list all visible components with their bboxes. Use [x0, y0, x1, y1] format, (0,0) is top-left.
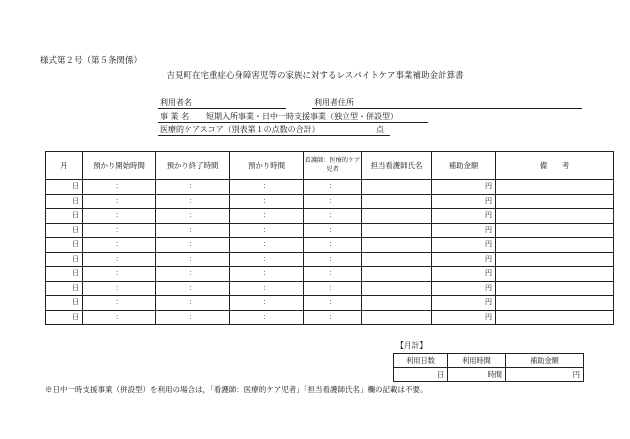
user-name-underline: [158, 108, 286, 109]
remarks-cell[interactable]: [496, 310, 614, 325]
header-month: 月: [46, 152, 83, 180]
duration-cell[interactable]: ：: [230, 209, 304, 224]
subsidy-cell[interactable]: 円: [432, 238, 496, 253]
summary-hours-cell[interactable]: 時間: [448, 368, 506, 382]
business-underline: [158, 122, 428, 123]
day-cell[interactable]: 日: [46, 194, 83, 209]
subsidy-cell[interactable]: 円: [432, 252, 496, 267]
end-time-cell[interactable]: ：: [156, 296, 230, 311]
day-cell[interactable]: 日: [46, 252, 83, 267]
nurse-care-cell[interactable]: ：: [304, 194, 362, 209]
end-time-cell[interactable]: ：: [156, 194, 230, 209]
nurse-care-cell[interactable]: ：: [304, 252, 362, 267]
summary-header-days: 利用日数: [394, 354, 448, 368]
table-row: [46, 223, 614, 238]
duration-cell[interactable]: ：: [230, 252, 304, 267]
start-time-cell[interactable]: ：: [83, 194, 156, 209]
footnote: ※日中一時支援事業（併設型）を利用の場合は，「看護師：医療的ケア児者」「担当看護師氏名」欄の記載は不要。: [45, 385, 428, 394]
remarks-cell[interactable]: [496, 223, 614, 238]
remarks-cell[interactable]: [496, 281, 614, 296]
table-row: [46, 281, 614, 296]
table-row: [46, 310, 614, 325]
user-name-label: 利用者名: [160, 98, 192, 107]
start-time-cell[interactable]: ：: [83, 223, 156, 238]
nurse-name-cell[interactable]: [362, 296, 432, 311]
summary-header-subsidy: 補助金額: [506, 354, 584, 368]
nurse-name-cell[interactable]: [362, 252, 432, 267]
duration-cell[interactable]: ：: [230, 296, 304, 311]
start-time-cell[interactable]: ：: [83, 252, 156, 267]
care-score-unit: 点: [376, 125, 384, 134]
subsidy-cell[interactable]: 円: [432, 209, 496, 224]
start-time-cell[interactable]: ：: [83, 238, 156, 253]
day-cell[interactable]: 日: [46, 180, 83, 195]
day-cell[interactable]: 日: [46, 310, 83, 325]
table-row: [46, 267, 614, 282]
nurse-care-cell[interactable]: ：: [304, 267, 362, 282]
header-duration: 預かり時間: [230, 152, 304, 180]
end-time-cell[interactable]: ：: [156, 209, 230, 224]
duration-cell[interactable]: ：: [230, 310, 304, 325]
remarks-cell[interactable]: [496, 238, 614, 253]
duration-cell[interactable]: ：: [230, 238, 304, 253]
header-nurse-name: 担当看護師氏名: [362, 152, 432, 180]
remarks-cell[interactable]: [496, 180, 614, 195]
document-title: 吉見町在宅重症心身障害児等の家族に対するレスパイトケア事業補助金計算書: [166, 71, 464, 81]
summary-header-hours: 利用時間: [448, 354, 506, 368]
nurse-care-cell[interactable]: ：: [304, 296, 362, 311]
start-time-cell[interactable]: ：: [83, 310, 156, 325]
nurse-name-cell[interactable]: [362, 223, 432, 238]
monthly-total-label: 【月計】: [396, 341, 428, 350]
end-time-cell[interactable]: ：: [156, 223, 230, 238]
remarks-cell[interactable]: [496, 252, 614, 267]
remarks-cell[interactable]: [496, 194, 614, 209]
end-time-cell[interactable]: ：: [156, 180, 230, 195]
header-start-time: 預かり開始時間: [83, 152, 156, 180]
user-address-underline: [312, 108, 582, 109]
remarks-cell[interactable]: [496, 209, 614, 224]
start-time-cell[interactable]: ：: [83, 209, 156, 224]
table-row: [46, 252, 614, 267]
start-time-cell[interactable]: ：: [83, 180, 156, 195]
nurse-name-cell[interactable]: [362, 209, 432, 224]
usage-table: [45, 151, 614, 325]
summary-header-row: [394, 354, 584, 368]
nurse-name-cell[interactable]: [362, 180, 432, 195]
day-cell[interactable]: 日: [46, 238, 83, 253]
form-number: 様式第２号（第５条関係）: [40, 56, 143, 66]
nurse-name-cell[interactable]: [362, 238, 432, 253]
nurse-name-cell[interactable]: [362, 267, 432, 282]
table-row: [46, 180, 614, 195]
nurse-care-cell[interactable]: ：: [304, 310, 362, 325]
end-time-cell[interactable]: ：: [156, 310, 230, 325]
nurse-name-cell[interactable]: [362, 310, 432, 325]
subsidy-cell[interactable]: 円: [432, 296, 496, 311]
start-time-cell[interactable]: ：: [83, 281, 156, 296]
summary-days-cell[interactable]: 日: [394, 368, 448, 382]
table-header-row: [46, 152, 614, 180]
duration-cell[interactable]: ：: [230, 267, 304, 282]
remarks-cell[interactable]: [496, 267, 614, 282]
header-subsidy: 補助金額: [432, 152, 496, 180]
subsidy-cell[interactable]: 円: [432, 223, 496, 238]
table-row: [46, 238, 614, 253]
subsidy-cell[interactable]: 円: [432, 310, 496, 325]
subsidy-cell[interactable]: 円: [432, 180, 496, 195]
duration-cell[interactable]: ：: [230, 180, 304, 195]
header-nurse-care: 看護師：医療的ケア児者: [304, 152, 362, 180]
header-end-time: 預かり終了時間: [156, 152, 230, 180]
user-address-label: 利用者住所: [314, 98, 354, 107]
nurse-care-cell[interactable]: ：: [304, 281, 362, 296]
table-row: [46, 296, 614, 311]
business-value: 短期入所事業・日中一時支援事業（独立型・併設型）: [206, 112, 398, 121]
day-cell[interactable]: 日: [46, 281, 83, 296]
care-score-underline: [158, 135, 390, 136]
nurse-care-cell[interactable]: ：: [304, 180, 362, 195]
care-score-label: 医療的ケアスコア（別表第１の点数の合計）: [160, 125, 320, 134]
monthly-total-table: [393, 353, 584, 382]
end-time-cell[interactable]: ：: [156, 238, 230, 253]
nurse-care-cell[interactable]: ：: [304, 238, 362, 253]
duration-cell[interactable]: ：: [230, 281, 304, 296]
start-time-cell[interactable]: ：: [83, 267, 156, 282]
day-cell[interactable]: 日: [46, 296, 83, 311]
subsidy-cell[interactable]: 円: [432, 267, 496, 282]
start-time-cell[interactable]: ：: [83, 296, 156, 311]
nurse-name-cell[interactable]: [362, 281, 432, 296]
duration-cell[interactable]: ：: [230, 223, 304, 238]
subsidy-cell[interactable]: 円: [432, 281, 496, 296]
header-remarks: 備 考: [496, 152, 614, 180]
nurse-care-cell[interactable]: ：: [304, 223, 362, 238]
remarks-cell[interactable]: [496, 296, 614, 311]
business-label: 事 業 名: [160, 112, 190, 121]
day-cell[interactable]: 日: [46, 223, 83, 238]
duration-cell[interactable]: ：: [230, 194, 304, 209]
day-cell[interactable]: 日: [46, 209, 83, 224]
summary-value-row: [394, 368, 584, 382]
nurse-name-cell[interactable]: [362, 194, 432, 209]
table-row: [46, 209, 614, 224]
end-time-cell[interactable]: ：: [156, 281, 230, 296]
summary-subsidy-cell[interactable]: 円: [506, 368, 584, 382]
nurse-care-cell[interactable]: ：: [304, 209, 362, 224]
end-time-cell[interactable]: ：: [156, 252, 230, 267]
table-row: [46, 194, 614, 209]
end-time-cell[interactable]: ：: [156, 267, 230, 282]
subsidy-cell[interactable]: 円: [432, 194, 496, 209]
day-cell[interactable]: 日: [46, 267, 83, 282]
